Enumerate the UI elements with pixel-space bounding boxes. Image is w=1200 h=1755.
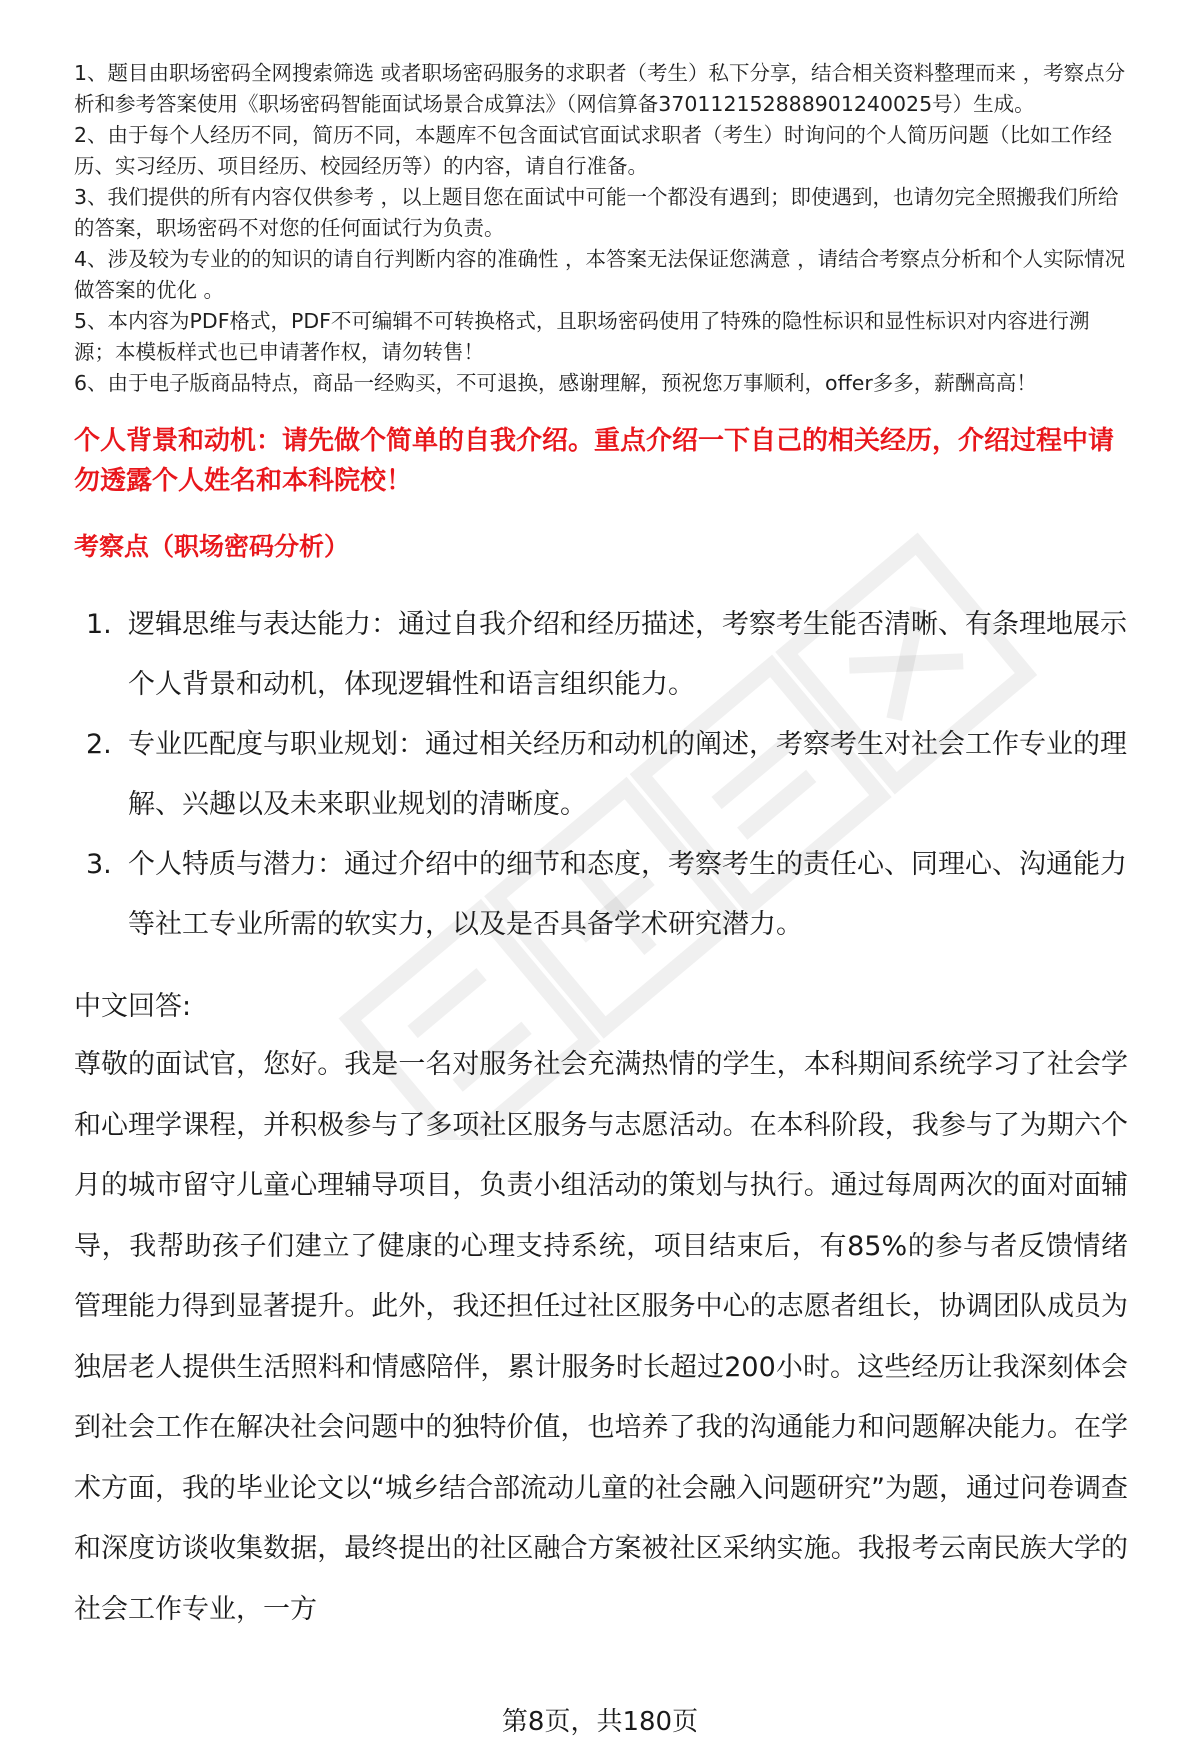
point-text: 逻辑思维与表达能力：通过自我介绍和经历描述，考察考生能否清晰、有条理地展示个人背景和动机，体现逻辑性和语言组织能力。 [128, 609, 1127, 700]
point-number: 1. [86, 609, 112, 640]
notice-item: 6、由于电子版商品特点，商品一经购买，不可退换，感谢理解，预祝您万事顺利，offer多多，薪酬高高！ [74, 371, 1037, 395]
notice-item: 4、涉及较为专业的的知识的请自行判断内容的准确性 ，本答案无法保证您满意 ，请结合考察点分析和个人实际情况做答案的优化 。 [74, 247, 1126, 302]
section-title: 考察点（职场密码分析） [74, 532, 350, 561]
list-item [74, 715, 1128, 835]
list-item [74, 835, 1128, 955]
notice-list [74, 58, 1128, 399]
point-number: 2. [86, 729, 112, 760]
point-text: 专业匹配度与职业规划：通过相关经历和动机的阐述，考察考生对社会工作专业的理解、兴趣以及未来职业规划的清晰度。 [128, 729, 1127, 820]
answer-body: 尊敬的面试官，您好。我是一名对服务社会充满热情的学生，本科期间系统学习了社会学和心理学课程，并积极参与了多项社区服务与志愿活动。在本科阶段，我参与了为期六个月的城市留守儿童心理辅导项目，负责小组活动的策划与执行。通过每周两次的面对面辅导，我帮助孩子们建立了健康的心理支持系统，项目结束后，有85%的参与者反馈情绪管理能力得到显著提升。此外，我还担任过社区服务中心的志愿者组长，协调团队成员为独居老人提供生活照料和情感陪伴，累计服务时长超过200小时。这些经历让我深刻体会到社会工作在解决社会问题中的独特价值，也培养了我的沟通能力和问题解决能力。在学术方面，我的毕业论文以“城乡结合部流动儿童的社会融入问题研究”为题，通过问卷调查和深度访谈收集数据，最终提出的社区融合方案被社区采纳实施。我报考云南民族大学的社会工作专业，一方 [74, 1049, 1128, 1625]
notice-item: 1、题目由职场密码全网搜索筛选 或者职场密码服务的求职者（考生）私下分享，结合相关资料整理而来 ，考察点分析和参考答案使用《职场密码智能面试场景合成算法》（网信算备370112152888901240025号）生成。 [74, 61, 1126, 116]
list-item [74, 595, 1128, 715]
answer-label: 中文回答: [74, 991, 192, 1022]
question-heading: 个人背景和动机：请先做个简单的自我介绍。重点介绍一下自己的相关经历，介绍过程中请勿透露个人姓名和本科院校！ [74, 426, 1115, 496]
notice-item: 3、我们提供的所有内容仅供参考 ，以上题目您在面试中可能一个都没有遇到；即使遇到，也请勿完全照搬我们所给的答案，职场密码不对您的任何面试行为负责。 [74, 185, 1119, 240]
notice-item: 5、本内容为PDF格式，PDF不可编辑不可转换格式，且职场密码使用了特殊的隐性标识和显性标识对内容进行溯源；本模板样式也已申请著作权，请勿转售！ [74, 309, 1090, 364]
assessment-points [74, 595, 1128, 955]
point-text: 个人特质与潜力：通过介绍中的细节和态度，考察考生的责任心、同理心、沟通能力等社工专业所需的软实力，以及是否具备学术研究潜力。 [128, 849, 1127, 940]
point-number: 3. [86, 849, 112, 880]
notice-item: 2、由于每个人经历不同，简历不同，本题库不包含面试官面试求职者（考生）时询问的个人简历问题（比如工作经历、实习经历、项目经历、校园经历等）的内容，请自行准备。 [74, 123, 1113, 178]
page-number: 第8页，共180页 [501, 1707, 699, 1737]
